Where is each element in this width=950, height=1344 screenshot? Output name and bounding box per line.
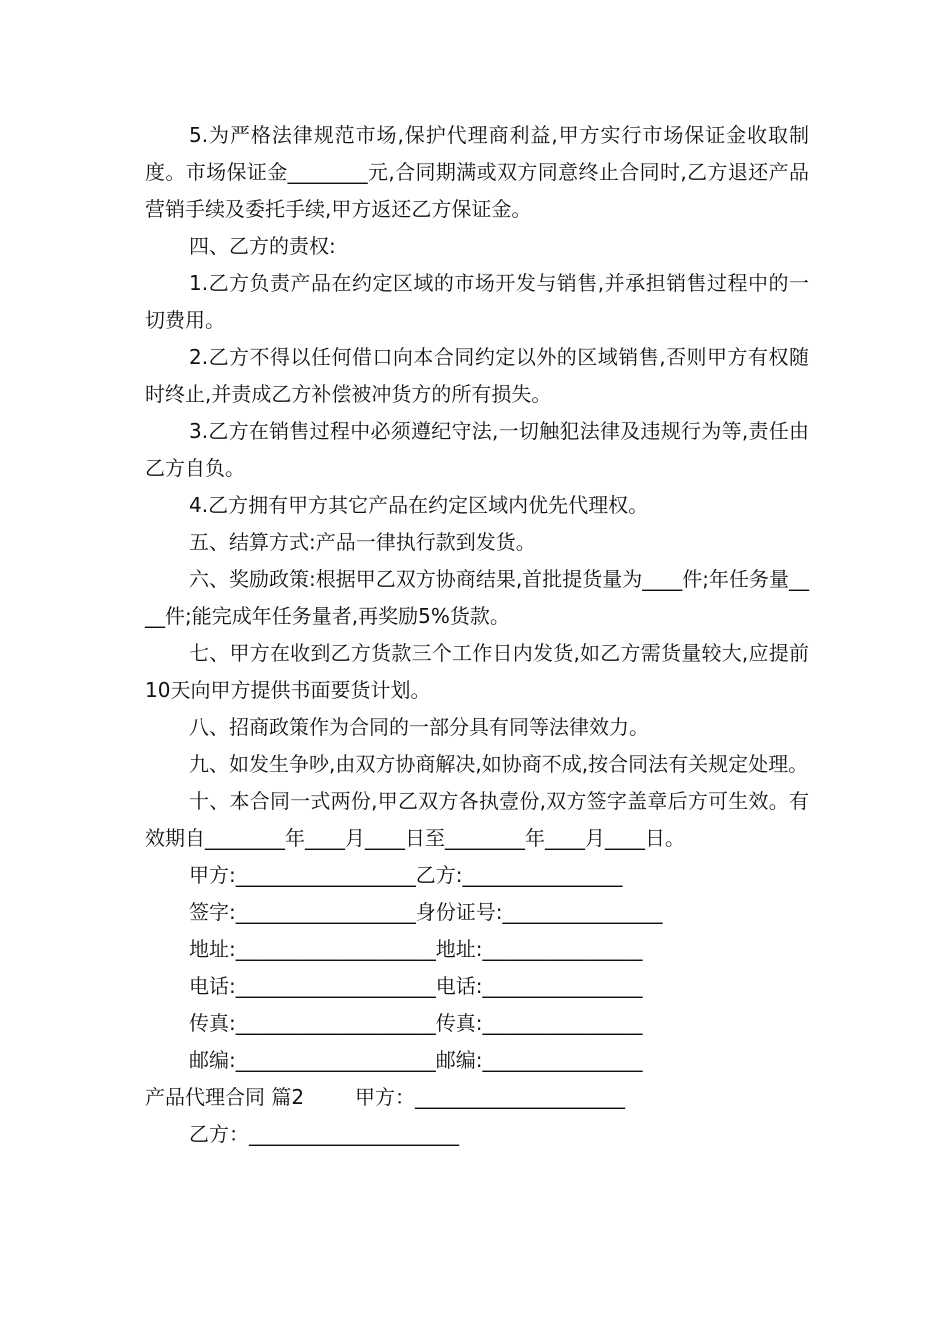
signature-address-line: 地址:____________________地址:________________ [189, 937, 643, 961]
section-5-settlement: 五、结算方式:产品一律执行款到发货。 [189, 530, 536, 554]
party-b-line: 乙方：_____________________ [189, 1122, 459, 1146]
section-heading-part-2: 产品代理合同 篇2 甲方：_____________________ [145, 1085, 625, 1109]
section-6-rewards: 六、奖励政策:根据甲乙双方协商结果,首批提货量为____件;年任务量____件;能完成年任务量者,再奖励5%货款。 [145, 567, 809, 628]
section-9-disputes: 九、如发生争吵,由双方协商解决,如协商不成,按合同法有关规定处理。 [189, 752, 809, 776]
clause-4-3: 3.乙方在销售过程中必须遵纪守法,一切触犯法律及违规行为等,责任由乙方自负。 [145, 419, 809, 480]
section-4-heading: 四、乙方的责权: [189, 234, 336, 258]
clause-4-1: 1.乙方负责产品在约定区域的市场开发与销售,并承担销售过程中的一切费用。 [145, 271, 809, 332]
document-body [145, 117, 809, 1153]
section-10-validity: 十、本合同一式两份,甲乙双方各执壹份,双方签字盖章后方可生效。有效期自________年____月____日至________年____月____日。 [145, 789, 809, 850]
section-8-policy: 八、招商政策作为合同的一部分具有同等法律效力。 [189, 715, 649, 739]
signature-fax-line: 传真:____________________传真:________________ [189, 1011, 643, 1035]
clause-5-deposit: 5.为严格法律规范市场,保护代理商利益,甲方实行市场保证金收取制度。市场保证金________元,合同期满或双方同意终止合同时,乙方退还产品营销手续及委托手续,甲方返还乙方保证金。 [145, 123, 809, 221]
signature-sign-line: 签字:__________________身份证号:________________ [189, 900, 663, 924]
clause-4-4: 4.乙方拥有甲方其它产品在约定区域内优先代理权。 [189, 493, 649, 517]
signature-postcode-line: 邮编:____________________邮编:________________ [189, 1048, 643, 1072]
section-7-shipping: 七、甲方在收到乙方货款三个工作日内发货,如乙方需货量较大,应提前10天向甲方提供书面要货计划。 [145, 641, 809, 702]
signature-party-line: 甲方:__________________乙方:________________ [189, 863, 623, 887]
clause-4-2: 2.乙方不得以任何借口向本合同约定以外的区域销售,否则甲方有权随时终止,并责成乙方补偿被冲货方的所有损失。 [145, 345, 809, 406]
signature-phone-line: 电话:____________________电话:________________ [189, 974, 643, 998]
